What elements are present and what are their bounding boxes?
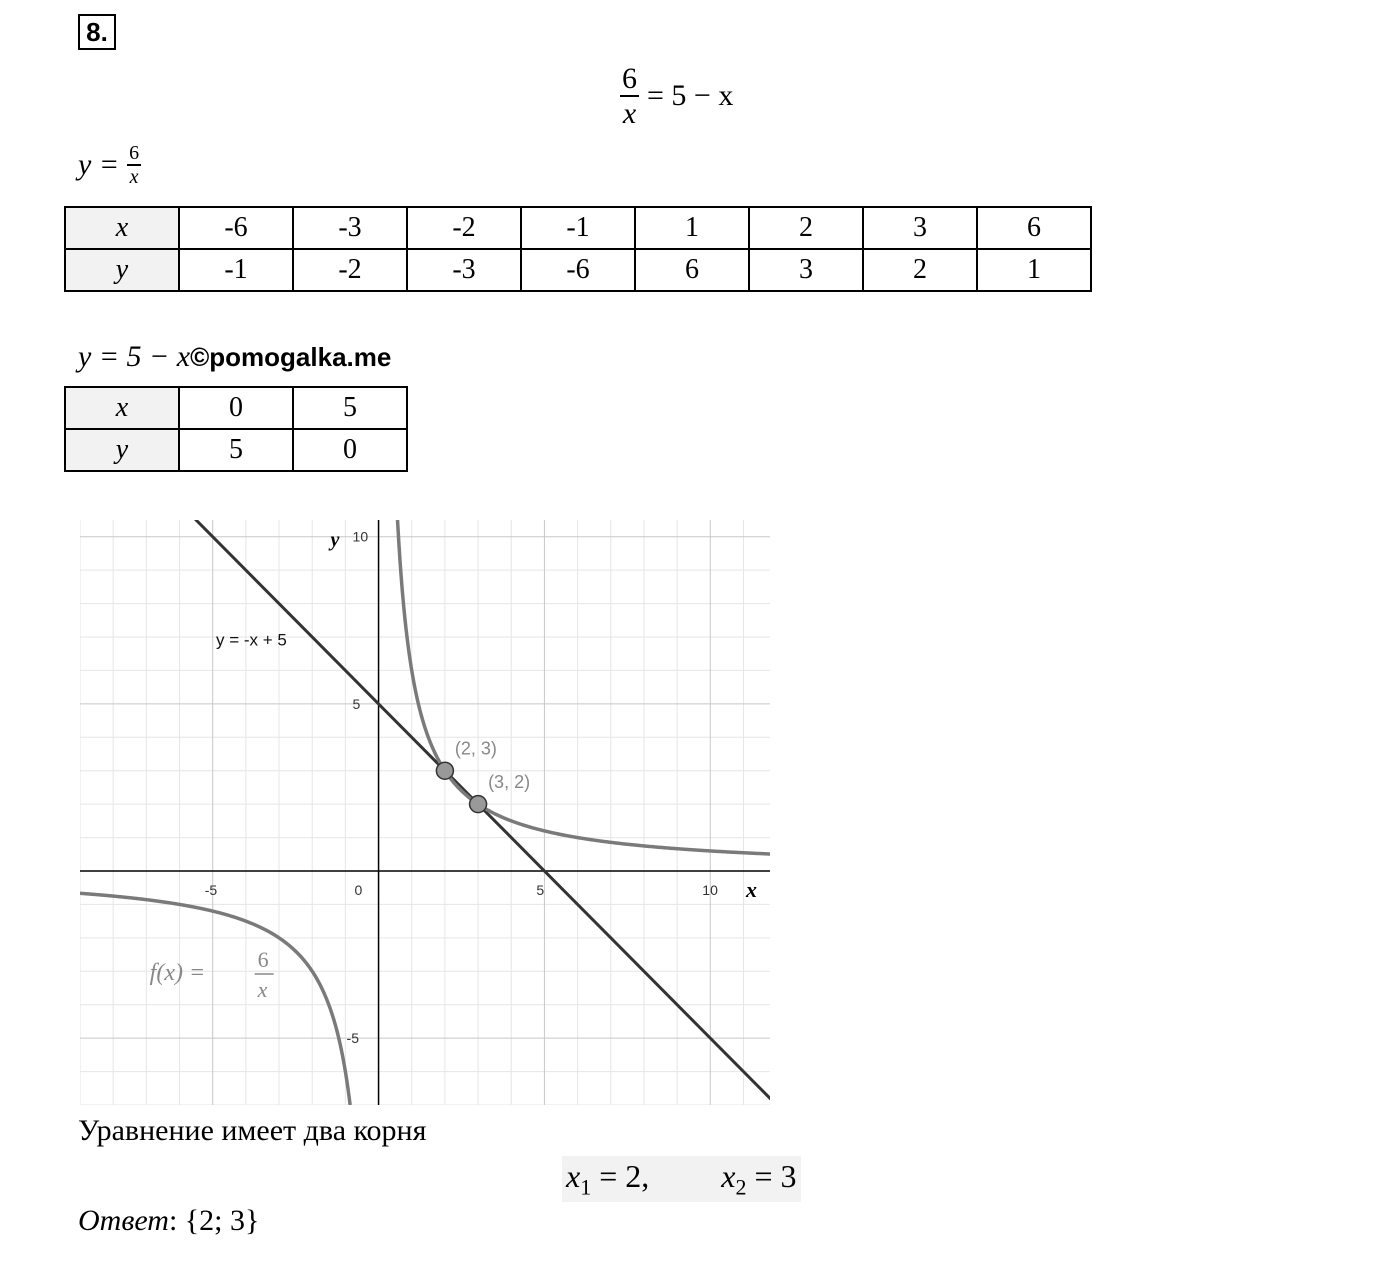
root1-sub: 1 [580, 1174, 592, 1200]
root2-sub: 2 [735, 1174, 747, 1200]
table-cell: -6 [521, 249, 635, 291]
equation-numerator: 6 [622, 62, 637, 95]
function1-fraction [127, 142, 141, 188]
table-cell: -6 [179, 207, 293, 249]
table-cell: 1 [635, 207, 749, 249]
x-tick-label: -5 [204, 882, 218, 898]
y-tick-label: 5 [352, 695, 361, 712]
function2-formula [78, 340, 391, 374]
main-equation [620, 62, 733, 130]
table-header-y: y [65, 429, 179, 471]
table-header-x: x [65, 207, 179, 249]
y-tick-label: -5 [346, 1030, 360, 1047]
function1-table [64, 206, 1092, 292]
function1-numerator: 6 [129, 142, 140, 164]
table-cell: 2 [863, 249, 977, 291]
watermark: ©pomogalka.me [190, 341, 392, 372]
answer-value: : {2; 3} [168, 1204, 260, 1237]
table-cell: -3 [407, 249, 521, 291]
equation-fraction [620, 62, 639, 130]
answer-label: Ответ [78, 1204, 169, 1237]
table-cell: 1 [977, 249, 1091, 291]
table-header-y: y [65, 249, 179, 291]
x-tick-label: 0 [354, 882, 363, 898]
function2-text: y = 5 − x [78, 340, 191, 373]
table-cell: 3 [863, 207, 977, 249]
problem-number: 8. [78, 14, 116, 50]
table-cell: 2 [749, 207, 863, 249]
x-axis-label: x [746, 877, 757, 902]
conclusion-text: Уравнение имеет два корня [78, 1114, 427, 1147]
table-cell: 0 [179, 387, 293, 429]
table-row [65, 429, 407, 471]
y-axis-label: y [330, 529, 340, 551]
table-cell: 6 [977, 207, 1091, 249]
table-cell: -3 [293, 207, 407, 249]
table-cell: 6 [635, 249, 749, 291]
hyperbola-branch-negative [80, 893, 350, 1105]
hyperbola-label-numerator: 6 [257, 946, 269, 972]
tick-labels [205, 529, 757, 1046]
table-cell: 5 [179, 429, 293, 471]
function-graph [80, 520, 770, 1105]
x-tick-label: 10 [702, 882, 718, 898]
table-cell: 5 [293, 387, 407, 429]
graph-labels [150, 630, 287, 1002]
y-tick-label: 10 [352, 528, 369, 545]
equation-rhs: = 5 − x [647, 79, 734, 112]
root1-var: x [566, 1158, 581, 1194]
root2-value: = 3 [746, 1158, 797, 1194]
table-cell: -1 [179, 249, 293, 291]
table-cell: 0 [293, 429, 407, 471]
intersection-points [436, 739, 530, 813]
roots [562, 1156, 801, 1202]
grid-major [80, 520, 770, 1105]
table-cell: -2 [407, 207, 521, 249]
axes [80, 520, 770, 1105]
table-row [65, 249, 1091, 291]
function2-table [64, 386, 408, 472]
table-row [65, 387, 407, 429]
function1-prefix: y = [78, 148, 120, 181]
root2-var: x [721, 1158, 736, 1194]
hyperbola-label-prefix: f(x) = [149, 959, 206, 986]
line-label: y = -x + 5 [216, 630, 287, 650]
table-row [65, 207, 1091, 249]
answer [78, 1204, 259, 1238]
table-cell: 3 [749, 249, 863, 291]
intersection-label: (2, 3) [454, 738, 497, 759]
x-tick-label: 5 [536, 882, 545, 898]
table-header-x: x [65, 387, 179, 429]
function1-denominator: x [129, 166, 139, 188]
table-cell: -1 [521, 207, 635, 249]
function1-formula [78, 142, 141, 188]
root1-value: = 2, [591, 1158, 650, 1194]
curves [80, 520, 770, 1105]
intersection-label: (3, 2) [488, 772, 531, 793]
hyperbola-label-denominator: x [257, 976, 268, 1002]
intersection-point [470, 796, 487, 813]
grid-minor [80, 520, 770, 1105]
equation-denominator: x [622, 97, 637, 130]
table-cell: -2 [293, 249, 407, 291]
intersection-point [436, 762, 453, 779]
